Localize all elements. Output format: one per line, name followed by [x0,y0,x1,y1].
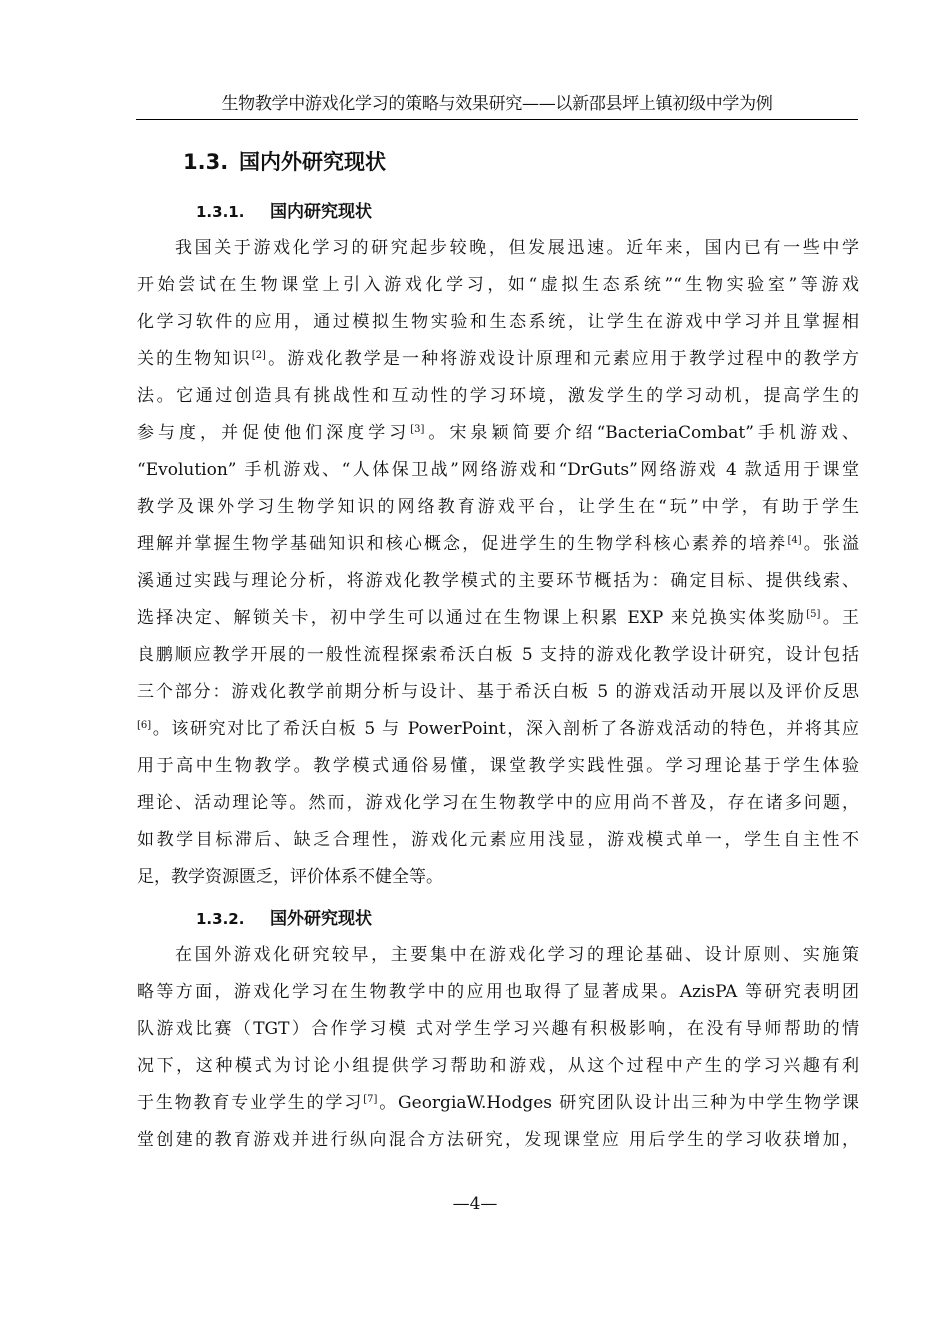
text-line [137,785,859,822]
text-line [137,674,859,711]
text-run: 队游戏比赛（TGT）合作学习模 式对学生学习兴趣有积极影响，在没有导师帮助的情 [137,1019,859,1039]
subsection-title: 国内研究现状 [270,202,372,222]
text-run: 堂创建的教育游戏并进行纵向混合方法研究，发现课堂应 用后学生的学习收获增加， [137,1130,859,1150]
citation-ref: [6] [137,720,152,731]
text-line [137,341,859,378]
citation-ref: [7] [363,1094,378,1105]
text-run: 在国外游戏化研究较早，主要集中在游戏化学习的理论基础、设计原则、实施策 [175,945,859,965]
text-run: 。游戏化教学是一种将游戏设计原理和元素应用于教学过程中的教学方 [265,349,859,369]
running-header: 生物教学中游戏化学习的策略与效果研究——以新邵县坪上镇初级中学为例 [136,92,858,120]
citation-ref: [2] [251,350,266,361]
text-run: 。GeorgiaW.Hodges 研究团队设计出三种为中学生物学课 [377,1093,859,1113]
paragraph-domestic [137,230,859,896]
text-run: 理论、活动理论等。然而，游戏化学习在生物教学中的应用尚不普及，存在诸多问题， [137,793,859,813]
text-line [137,489,859,526]
text-run: 况下，这种模式为讨论小组提供学习帮助和游戏，从这个过程中产生的学习兴趣有利 [137,1056,859,1076]
text-run: 略等方面，游戏化学习在生物教学中的应用也取得了显著成果。AzisPA 等研究表明团 [137,982,859,1002]
text-run: 于生物教育专业学生的学习 [137,1093,364,1113]
subsection-number: 1.3.1. [196,203,245,221]
text-run: 选择决定、解锁关卡，初中学生可以通过在生物课上积累 EXP 来兑换实体奖励 [137,608,807,628]
text-run: 教学及课外学习生物学知识的网络教育游戏平台，让学生在“玩”中学，有助于学生 [137,497,859,517]
text-line [137,859,859,896]
section-title: 国内外研究现状 [239,150,386,174]
subsection-number: 1.3.2. [196,910,245,928]
text-run: 用于高中生物教学。教学模式通俗易懂，课堂教学实践性强。学习理论基于学生体验 [137,756,859,776]
text-line [137,748,859,785]
section-number: 1.3. [183,150,229,174]
citation-ref: [3] [410,424,425,435]
text-run: 。张溢 [801,534,859,554]
section-heading [183,147,386,177]
page-number: —4— [452,1194,498,1214]
text-run: 化学习软件的应用，通过模拟生物实验和生态系统，让学生在游戏中学习并且掌握相 [137,312,859,332]
text-run: 关的生物知识 [137,349,252,369]
text-line [137,937,859,974]
text-run: 我国关于游戏化学习的研究起步较晚，但发展迅速。近年来，国内已有一些中学 [175,238,859,258]
text-run: “Evolution” 手机游戏、“人体保卫战”网络游戏和“DrGuts”网络游戏 4 款适用于课堂 [137,460,859,480]
subsection-heading-foreign [196,907,372,931]
text-line [137,1011,859,1048]
text-line [137,1085,859,1122]
text-run: 参与度，并促使他们深度学习 [137,423,411,443]
citation-ref: [5] [806,609,821,620]
text-line [137,267,859,304]
text-run: 。宋泉颖简要介绍“BacteriaCombat”手机游戏、 [424,423,859,443]
text-line [137,600,859,637]
text-run: 。王 [820,608,859,628]
text-line [137,1048,859,1085]
paragraph-foreign [137,937,859,1159]
subsection-heading-domestic [196,200,372,224]
text-line [137,452,859,489]
text-line [137,563,859,600]
text-run: 法。它通过创造具有挑战性和互动性的学习环境，激发学生的学习动机，提高学生的 [137,386,859,406]
text-line [137,822,859,859]
text-run: 良鹏顺应教学开展的一般性流程探索希沃白板 5 支持的游戏化教学设计研究，设计包括 [137,645,859,665]
text-run: 理解并掌握生物学基础知识和核心概念，促进学生的生物学科核心素养的培养 [137,534,788,554]
text-run: 三个部分：游戏化教学前期分析与设计、基于希沃白板 5 的游戏活动开展以及评价反思 [137,682,859,702]
subsection-title: 国外研究现状 [270,909,372,929]
text-line [137,230,859,267]
text-line [137,526,859,563]
text-line [137,378,859,415]
text-run: 开始尝试在生物课堂上引入游戏化学习，如“虚拟生态系统”“生物实验室”等游戏 [137,275,859,295]
text-run: 溪通过实践与理论分析，将游戏化教学模式的主要环节概括为：确定目标、提供线索、 [137,571,859,591]
text-line [137,415,859,452]
citation-ref: [4] [787,535,802,546]
text-line [137,1122,859,1159]
text-run: 。该研究对比了希沃白板 5 与 PowerPoint，深入剖析了各游戏活动的特色，并将其应 [151,719,859,739]
text-run: 如教学目标滞后、缺乏合理性，游戏化元素应用浅显，游戏模式单一，学生自主性不 [137,830,859,850]
text-line [137,637,859,674]
text-line [137,974,859,1011]
text-line [137,711,859,748]
text-run: 足，教学资源匮乏，评价体系不健全等。 [137,867,443,887]
text-line [137,304,859,341]
